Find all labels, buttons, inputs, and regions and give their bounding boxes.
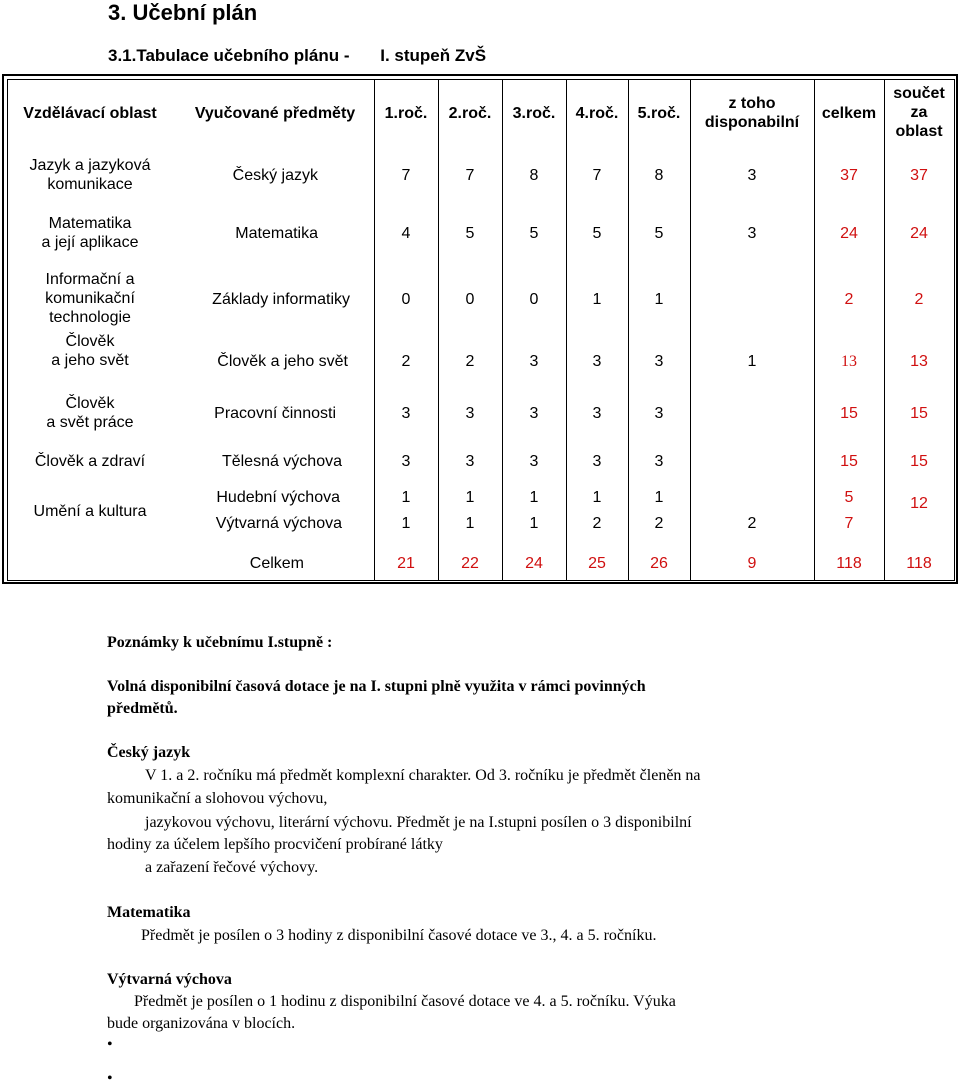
notes-art-line1: Předmět je posílen o 1 hodinu z disponibilní časové dotace ve 4. a 5. ročníku. Výuka (134, 993, 676, 1010)
notes-math-heading: Matematika (107, 904, 191, 921)
notes-free-line2: předmětů. (107, 700, 178, 717)
subtitle-number: 3.1. (108, 46, 137, 65)
ict-year-1: 0 (401, 291, 411, 308)
area-language (8, 156, 172, 194)
area-health: Člověk a zdraví (34, 453, 146, 470)
header-sum-line2: za (910, 104, 928, 121)
subject-work: Pracovní činnosti (214, 405, 336, 422)
vv-year-3: 1 (529, 515, 539, 532)
area-line: technologie (49, 309, 131, 326)
mat-year-4: 5 (592, 225, 602, 242)
notes-math-line1: Předmět je posílen o 3 hodiny z disponibilní časové dotace ve 3., 4. a 5. ročníku. (141, 927, 657, 944)
hv-year-3: 1 (529, 489, 539, 506)
table-grid (7, 79, 955, 581)
area-math (8, 214, 172, 252)
zdravi-year-5: 3 (654, 453, 664, 470)
zdravi-total: 15 (840, 453, 858, 470)
zdravi-year-2: 3 (465, 453, 475, 470)
heading-text: Učební plán (132, 0, 258, 25)
header-area: Vzdělávací oblast (23, 105, 157, 122)
notes-art-heading: Výtvarná výchova (107, 971, 232, 988)
header-disponible-line2: disponabilní (704, 114, 800, 131)
total-label: Celkem (249, 555, 304, 572)
clov-year-3: 3 (529, 353, 539, 370)
mat-year-3: 5 (529, 225, 539, 242)
notes-czech-line4: hodiny za účelem lepšího procvičení probírané látky (107, 836, 443, 853)
zdravi-year-4: 3 (592, 453, 602, 470)
area-world (8, 332, 172, 370)
area-line: Člověk (65, 333, 115, 350)
clov-year-2: 2 (465, 353, 475, 370)
ict-year-2: 0 (465, 291, 475, 308)
ict-year-3: 0 (529, 291, 539, 308)
total-year-3: 24 (525, 555, 543, 572)
vv-year-1: 1 (401, 515, 411, 532)
cz-disponible: 3 (747, 167, 757, 184)
mat-disponible: 3 (747, 225, 757, 242)
mat-total: 24 (840, 225, 858, 242)
cz-year-2: 7 (465, 167, 475, 184)
cz-year-1: 7 (401, 167, 411, 184)
header-subjects: Vyučované předměty (194, 105, 356, 122)
area-line: a její aplikace (41, 234, 139, 251)
ict-sum: 2 (914, 291, 924, 308)
area-arts: Umění a kultura (33, 503, 147, 520)
prace-year-5: 3 (654, 405, 664, 422)
vv-total: 7 (844, 515, 854, 532)
subject-world: Člověk a jeho svět (217, 353, 348, 370)
total-year-4: 25 (588, 555, 606, 572)
header-disponible-line1: z toho (728, 95, 776, 112)
arts-sum: 12 (910, 495, 928, 512)
hv-year-4: 1 (592, 489, 602, 506)
clov-disponible: 1 (747, 353, 757, 370)
ict-total: 2 (844, 291, 854, 308)
notes-czech-line5: a zařazení řečové výchovy. (145, 859, 319, 876)
notes-title: Poznámky k učebnímu I.stupně : (107, 634, 333, 651)
total-year-5: 26 (650, 555, 668, 572)
total-year-2: 22 (461, 555, 479, 572)
notes-czech-line3: jazykovou výchovu, literární výchovu. Předmět je na I.stupni posílen o 3 disponibilní (145, 814, 692, 831)
clov-year-5: 3 (654, 353, 664, 370)
notes-free-line1: Volná disponibilní časová dotace je na I. stupni plně využita v rámci povinných (107, 678, 646, 695)
mat-year-1: 4 (401, 225, 411, 242)
cz-sum: 37 (910, 167, 928, 184)
subtitle-level: I. stupeň ZvŠ (380, 46, 487, 65)
area-line: Informační a (45, 271, 135, 288)
total-year-1: 21 (397, 555, 415, 572)
bullet: • (107, 1070, 113, 1087)
vv-disponible: 2 (747, 515, 757, 532)
table-subtitle (108, 46, 486, 66)
mat-year-5: 5 (654, 225, 664, 242)
subject-ict: Základy informatiky (212, 291, 350, 308)
subject-art: Výtvarná výchova (215, 515, 342, 532)
cz-year-4: 7 (592, 167, 602, 184)
header-year-4: 4.roč. (575, 105, 619, 122)
notes-art-line2: bude organizována v blocích. (107, 1015, 296, 1032)
area-work (8, 394, 172, 432)
prace-year-2: 3 (465, 405, 475, 422)
ict-year-5: 1 (654, 291, 664, 308)
prace-total: 15 (840, 405, 858, 422)
hv-total: 5 (844, 489, 854, 506)
vv-year-5: 2 (654, 515, 664, 532)
total-total: 118 (836, 555, 862, 572)
header-sum-line1: součet (893, 85, 945, 102)
header-sum-line3: oblast (895, 123, 943, 140)
area-line: a svět práce (46, 414, 134, 431)
header-year-3: 3.roč. (512, 105, 556, 122)
mat-sum: 24 (910, 225, 928, 242)
bullet: • (107, 1036, 113, 1053)
area-line: a jeho svět (51, 352, 129, 369)
mat-year-2: 5 (465, 225, 475, 242)
zdravi-sum: 15 (910, 453, 928, 470)
clov-sum: 13 (910, 353, 928, 370)
area-line: Matematika (48, 215, 132, 232)
subject-pe: Tělesná výchova (221, 453, 342, 470)
cz-year-3: 8 (529, 167, 539, 184)
prace-sum: 15 (910, 405, 928, 422)
prace-year-4: 3 (592, 405, 602, 422)
curriculum-table (2, 74, 958, 584)
heading-number: 3. (108, 0, 127, 25)
subtitle-text: Tabulace učebního plánu - (136, 46, 350, 65)
total-sum: 118 (906, 555, 932, 572)
subject-math: Matematika (235, 225, 318, 242)
cz-year-5: 8 (654, 167, 664, 184)
header-disponible (690, 94, 814, 132)
col-divider (690, 80, 691, 580)
notes-czech-line2: komunikační a slohovou výchovu, (107, 790, 328, 807)
header-year-1: 1.roč. (384, 105, 428, 122)
area-ict (8, 270, 172, 327)
area-line: komunikační (45, 290, 135, 307)
prace-year-3: 3 (529, 405, 539, 422)
hv-year-1: 1 (401, 489, 411, 506)
zdravi-year-3: 3 (529, 453, 539, 470)
hv-year-5: 1 (654, 489, 664, 506)
zdravi-year-1: 3 (401, 453, 411, 470)
subject-music: Hudební výchova (216, 489, 340, 506)
area-line: Člověk (65, 395, 115, 412)
page-heading (108, 0, 257, 26)
header-year-2: 2.roč. (448, 105, 492, 122)
area-line: Jazyk a jazyková (29, 157, 151, 174)
header-sum (884, 84, 954, 141)
clov-year-1: 2 (401, 353, 411, 370)
clov-year-4: 3 (592, 353, 602, 370)
vv-year-4: 2 (592, 515, 602, 532)
clov-total: 13 (841, 353, 857, 370)
hv-year-2: 1 (465, 489, 475, 506)
cz-total: 37 (840, 167, 858, 184)
notes-czech-heading: Český jazyk (107, 744, 191, 761)
header-total: celkem (821, 105, 877, 122)
header-year-5: 5.roč. (637, 105, 681, 122)
notes-czech-line1: V 1. a 2. ročníku má předmět komplexní charakter. Od 3. ročníku je předmět členěn na (145, 767, 701, 784)
vv-year-2: 1 (465, 515, 475, 532)
area-line: komunikace (47, 176, 133, 193)
ict-year-4: 1 (592, 291, 602, 308)
prace-year-1: 3 (401, 405, 411, 422)
subject-czech: Český jazyk (232, 167, 318, 184)
total-disponible: 9 (747, 555, 757, 572)
